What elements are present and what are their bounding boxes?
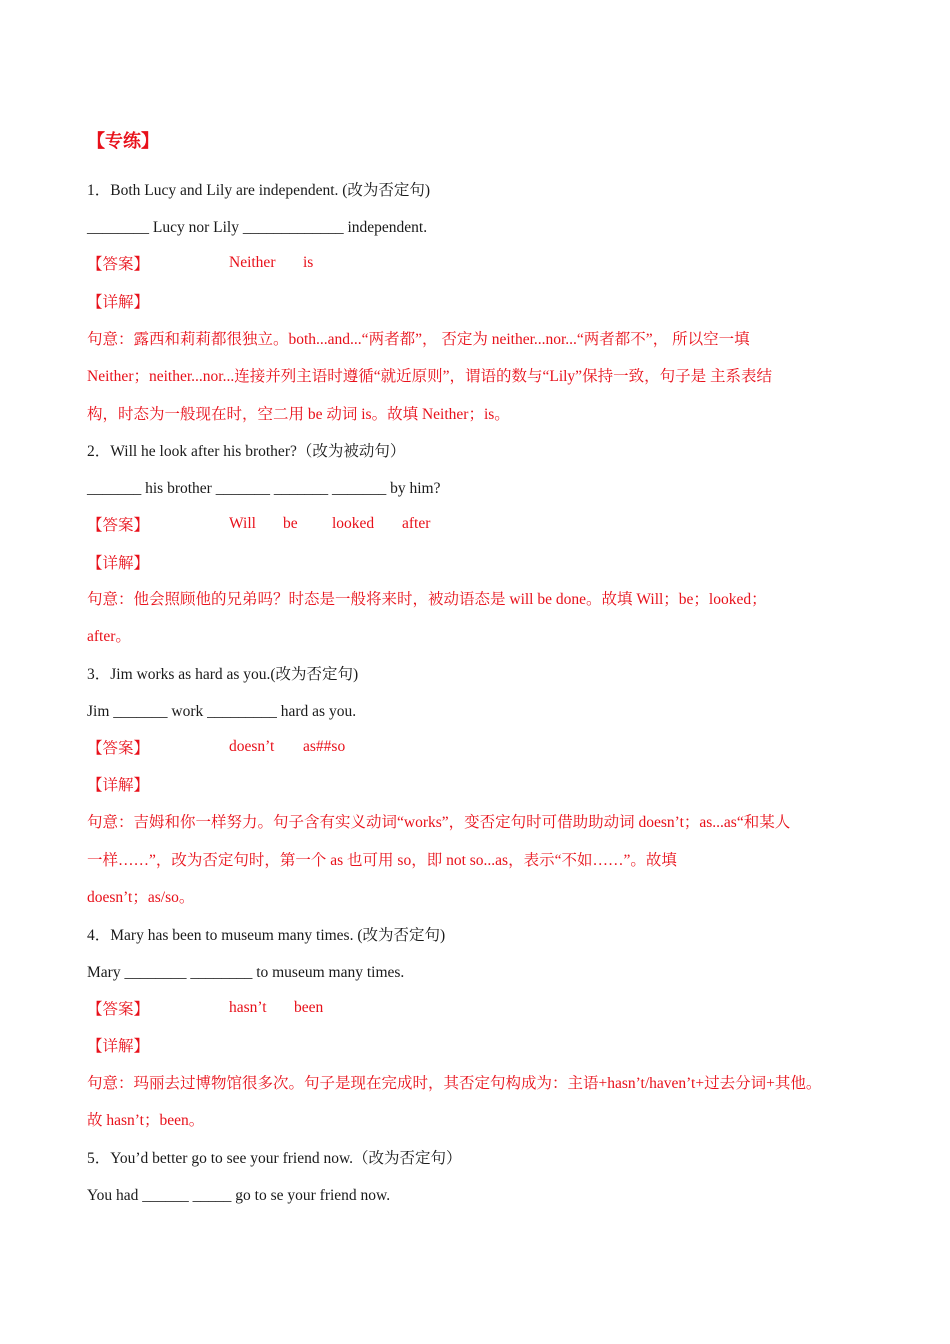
q3-answer-tag: 【答案】: [87, 740, 150, 757]
q2-detail-line-2: after。: [87, 628, 131, 645]
q1-detail-tag: 【详解】: [87, 294, 150, 311]
q1-question: 1．Both Lucy and Lily are independent. (改为否定句): [87, 182, 431, 199]
q4-answer-2: been: [294, 999, 324, 1016]
q4-detail-tag: 【详解】: [87, 1038, 150, 1055]
q3-answer-1: doesn’t: [229, 738, 275, 755]
q3-detail-line-3: doesn’t；as/so。: [87, 889, 195, 906]
q1-blank-line: ________ Lucy nor Lily _____________ independent.: [87, 219, 428, 236]
q3-blank-line: Jim _______ work _________ hard as you.: [87, 703, 357, 720]
q5-question: 5．You’d better go to see your friend now.（改为否定句）: [87, 1150, 462, 1167]
q2-answer-4: after: [402, 515, 431, 532]
q1-answer-2: is: [303, 254, 314, 271]
q2-blank-line: _______ his brother _______ _______ _______ by him?: [87, 480, 441, 497]
q2-detail-tag: 【详解】: [87, 555, 150, 572]
q2-answer-2: be: [283, 515, 298, 532]
q4-answer-tag: 【答案】: [87, 1001, 150, 1018]
q4-blank-line: Mary ________ ________ to museum many times.: [87, 964, 405, 981]
section-title: 【专练】: [87, 131, 159, 151]
q3-question: 3．Jim works as hard as you.(改为否定句): [87, 666, 359, 683]
q3-detail-line-1: 句意：吉姆和你一样努力。句子含有实义动词“works”，变否定句时可借助助动词 doesn’t；as...as“和某人: [87, 814, 791, 831]
q4-detail-line-2: 故 hasn’t；been。: [87, 1112, 205, 1129]
q1-answer-1: Neither: [229, 254, 276, 271]
q1-detail-line-2: Neither；neither...nor...连接并列主语时遵循“就近原则”，谓语的数与“Lily”保持一致，句子是 主系表结: [87, 368, 772, 385]
q1-detail-line-1: 句意：露西和莉莉都很独立。both...and...“两者都”， 否定为 neither...nor...“两者都不”， 所以空一填: [87, 331, 750, 348]
q3-detail-tag: 【详解】: [87, 777, 150, 794]
q3-answer-2: as##so: [303, 738, 346, 755]
q2-answer-tag: 【答案】: [87, 517, 150, 534]
q2-question: 2．Will he look after his brother?（改为被动句）: [87, 443, 406, 460]
q2-detail-line-1: 句意：他会照顾他的兄弟吗？时态是一般将来时，被动语态是 will be done。故填 Will；be；looked；: [87, 591, 767, 608]
q1-detail-line-3: 构，时态为一般现在时，空二用 be 动词 is。故填 Neither；is。: [87, 406, 510, 423]
q4-detail-line-1: 句意：玛丽去过博物馆很多次。句子是现在完成时，其否定句构成为：主语+hasn’t/haven’t+过去分词+其他。: [87, 1075, 822, 1092]
q2-answer-1: Will: [229, 515, 256, 532]
q4-answer-1: hasn’t: [229, 999, 267, 1016]
q5-blank-line: You had ______ _____ go to se your friend now.: [87, 1187, 391, 1204]
q1-answer-tag: 【答案】: [87, 256, 150, 273]
q4-question: 4．Mary has been to museum many times. (改为否定句): [87, 927, 446, 944]
q2-answer-3: looked: [332, 515, 375, 532]
q3-detail-line-2: 一样……”，改为否定句时，第一个 as 也可用 so，即 not so...as，表示“不如……”。故填: [87, 852, 677, 869]
